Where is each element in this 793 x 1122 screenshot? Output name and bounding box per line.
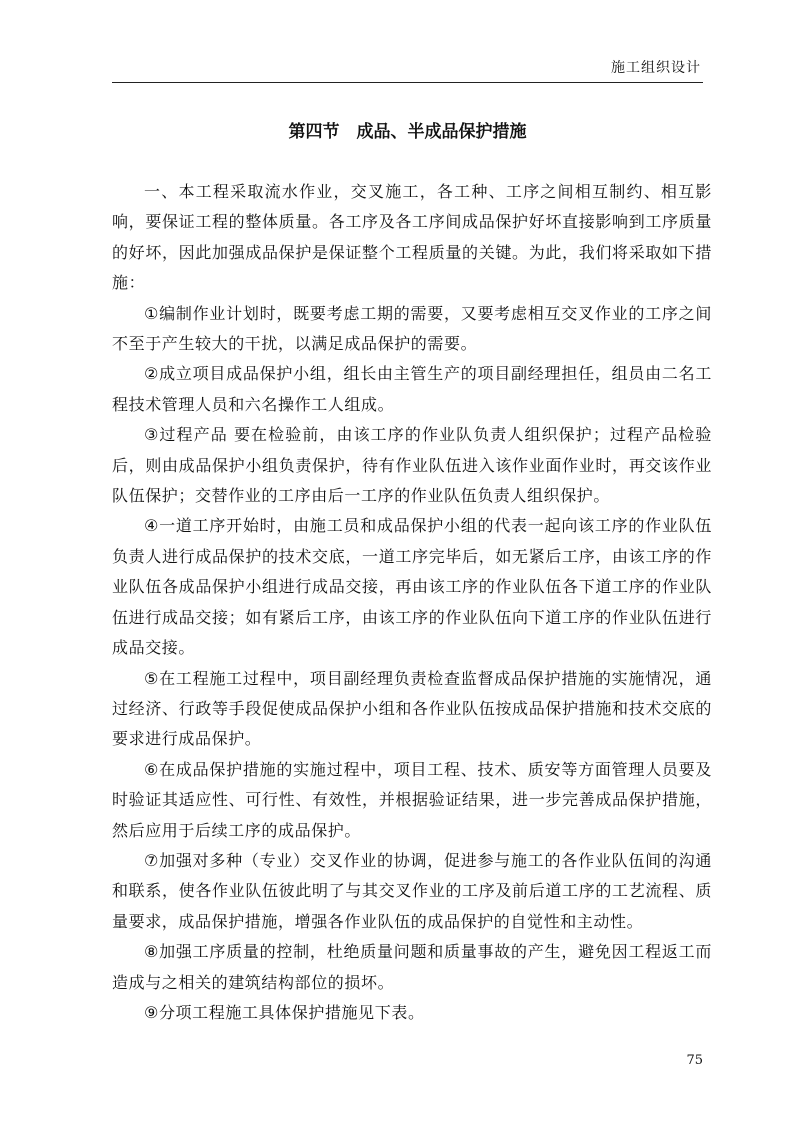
paragraph-item-8: ⑧加强工序质量的控制，杜绝质量问题和质量事故的产生，避免因工程返工而造成与之相关的建筑结构部位的损坏。: [112, 942, 712, 992]
paragraph-item-7: ⑦加强对多种（专业）交叉作业的协调，促进参与施工的各作业队伍间的沟通和联系，使各作业队伍彼此明了与其交叉作业的工序及前后道工序的工艺流程、质量要求，成品保护措施，增强各作业队伍的成品保护的自觉性和主动性。: [112, 850, 712, 931]
page-number: 75: [686, 1053, 703, 1068]
paragraph-item-2: ②成立项目成品保护小组，组长由主管生产的项目副经理担任，组员由二名工程技术管理人员和六名操作工人组成。: [112, 364, 712, 414]
header-title: 施工组织设计: [611, 60, 701, 76]
paragraph-item-5: ⑤在工程施工过程中，项目副经理负责检查监督成品保护措施的实施情况，通过经济、行政等手段促使成品保护小组和各作业队伍按成品保护措施和技术交底的要求进行成品保护。: [112, 668, 712, 749]
body-text: [112, 177, 712, 1028]
paragraph-item-9: ⑨分项工程施工具体保护措施见下表。: [144, 1002, 425, 1022]
paragraph-intro: 一、本工程采取流水作业，交叉施工，各工种、工序之间相互制约、相互影响，要保证工程的整体质量。各工序及各工序间成品保护好坏直接影响到工序质量的好坏，因此加强成品保护是保证整个工程质量的关键。为此，我们将采取如下措施：: [112, 182, 712, 293]
paragraph-item-1: ①编制作业计划时，既要考虑工期的需要，又要考虑相互交叉作业的工序之间不至于产生较大的干扰，以满足成品保护的需要。: [112, 303, 712, 354]
paragraph-item-6: ⑥在成品保护措施的实施过程中，项目工程、技术、质安等方面管理人员要及时验证其适应性、可行性、有效性，并根据验证结果，进一步完善成品保护措施，然后应用于后续工序的成品保护。: [112, 759, 712, 840]
paragraph-item-4: ④一道工序开始时，由施工员和成品保护小组的代表一起向该工序的作业队伍负责人进行成品保护的技术交底，一道工序完毕后，如无紧后工序，由该工序的作业队伍各成品保护小组进行成品交接，再由该工序的作业队伍各下道工序的作业队伍进行成品交接；如有紧后工序，由该工序的作业队伍向下道工序的作业队伍进行成品交接。: [112, 516, 712, 658]
page-header: [112, 58, 703, 83]
section-title: 第四节 成品、半成品保护措施: [288, 122, 527, 142]
paragraph-item-3: ③过程产品 要在检验前，由该工序的作业队负责人组织保护；过程产品检验后，则由成品保护小组负责保护，待有作业队伍进入该作业面作业时，再交该作业队伍保护；交替作业的工序由后一工序的作业队伍负责人组织保护。: [112, 425, 712, 506]
